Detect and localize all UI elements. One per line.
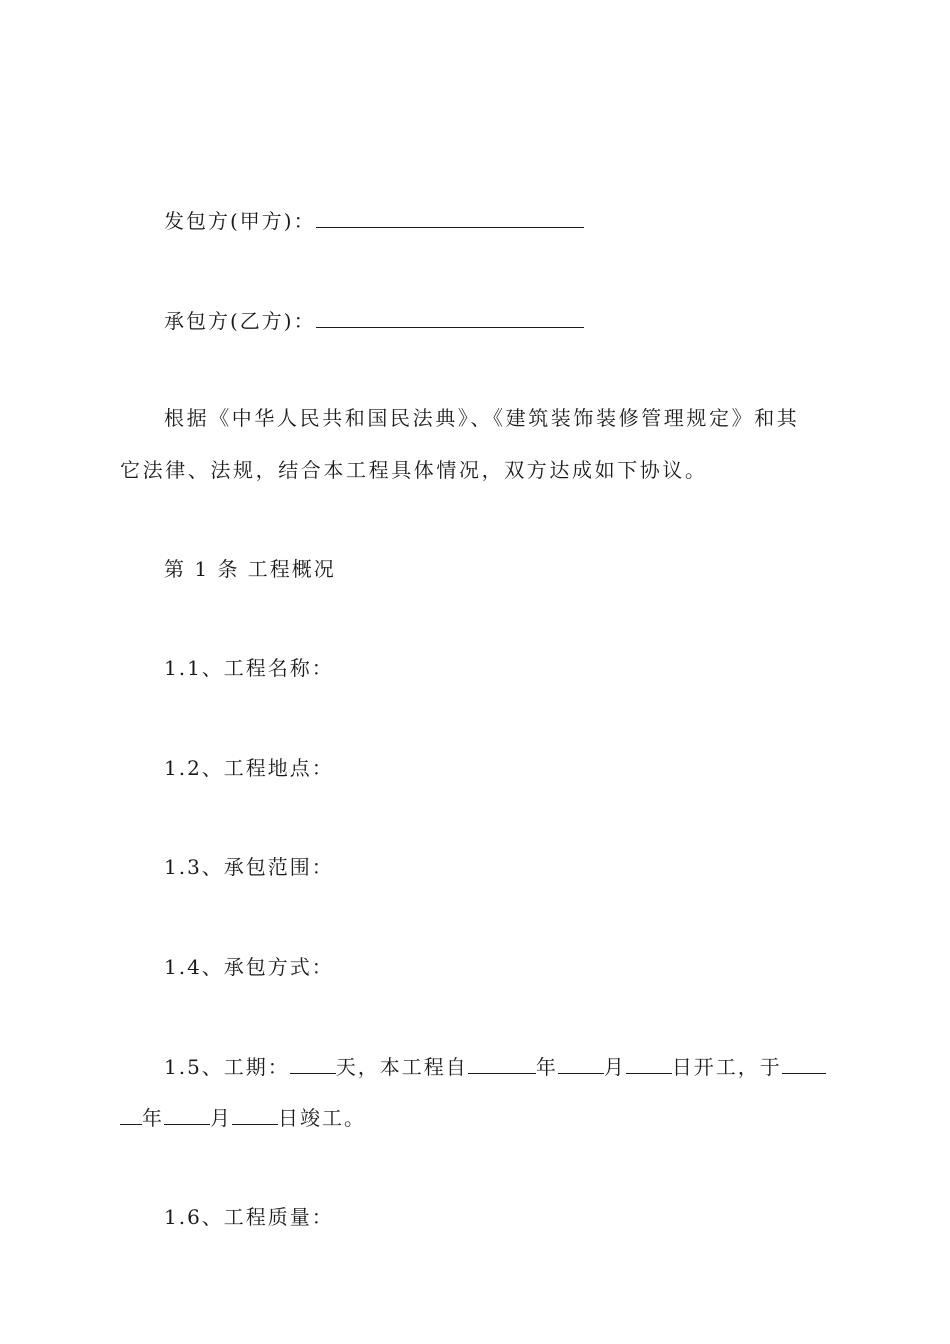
start-day-blank[interactable] xyxy=(626,1055,672,1074)
item-1-2-project-location: 1.2、工程地点： xyxy=(164,756,334,780)
start-month-blank[interactable] xyxy=(558,1055,604,1074)
end-month-label: 月 xyxy=(210,1106,232,1130)
item-1-5-duration-line-1 xyxy=(164,1054,826,1080)
start-year-label: 年 xyxy=(535,1055,558,1079)
party-a-blank[interactable] xyxy=(316,209,584,228)
end-day-blank[interactable] xyxy=(232,1106,278,1125)
end-year-blank-part1[interactable] xyxy=(782,1055,826,1074)
item-1-3-contract-scope: 1.3、承包范围： xyxy=(164,855,334,879)
duration-days-blank[interactable] xyxy=(290,1055,336,1074)
item-1-6-project-quality: 1.6、工程质量： xyxy=(164,1205,334,1229)
duration-prefix: 1.5、工期： xyxy=(164,1055,290,1079)
start-day-text: 日开工，于 xyxy=(671,1055,782,1079)
end-year-label: 年 xyxy=(142,1106,164,1130)
item-1-5-duration-line-2 xyxy=(120,1105,366,1131)
end-year-blank-part2[interactable] xyxy=(120,1106,142,1125)
end-month-blank[interactable] xyxy=(164,1106,210,1125)
party-b-label: 承包方(乙方)： xyxy=(164,309,316,333)
party-a-label: 发包方(甲方)： xyxy=(164,209,316,233)
party-b-line xyxy=(164,308,584,334)
article-1-heading: 第 1 条 工程概况 xyxy=(164,557,336,581)
preamble-line-1: 根据《中华人民共和国民法典》、《建筑装饰装修管理规定》和其 xyxy=(164,406,800,430)
duration-days-text: 天，本工程自 xyxy=(335,1055,468,1079)
start-year-blank[interactable] xyxy=(468,1055,536,1074)
party-a-line xyxy=(164,208,584,234)
party-b-blank[interactable] xyxy=(316,309,584,328)
start-month-label: 月 xyxy=(603,1055,626,1079)
item-1-1-project-name: 1.1、工程名称： xyxy=(164,656,334,680)
end-day-text: 日竣工。 xyxy=(278,1106,366,1130)
preamble-line-2: 它法律、法规，结合本工程具体情况，双方达成如下协议。 xyxy=(120,458,708,482)
item-1-4-contract-method: 1.4、承包方式： xyxy=(164,955,334,979)
